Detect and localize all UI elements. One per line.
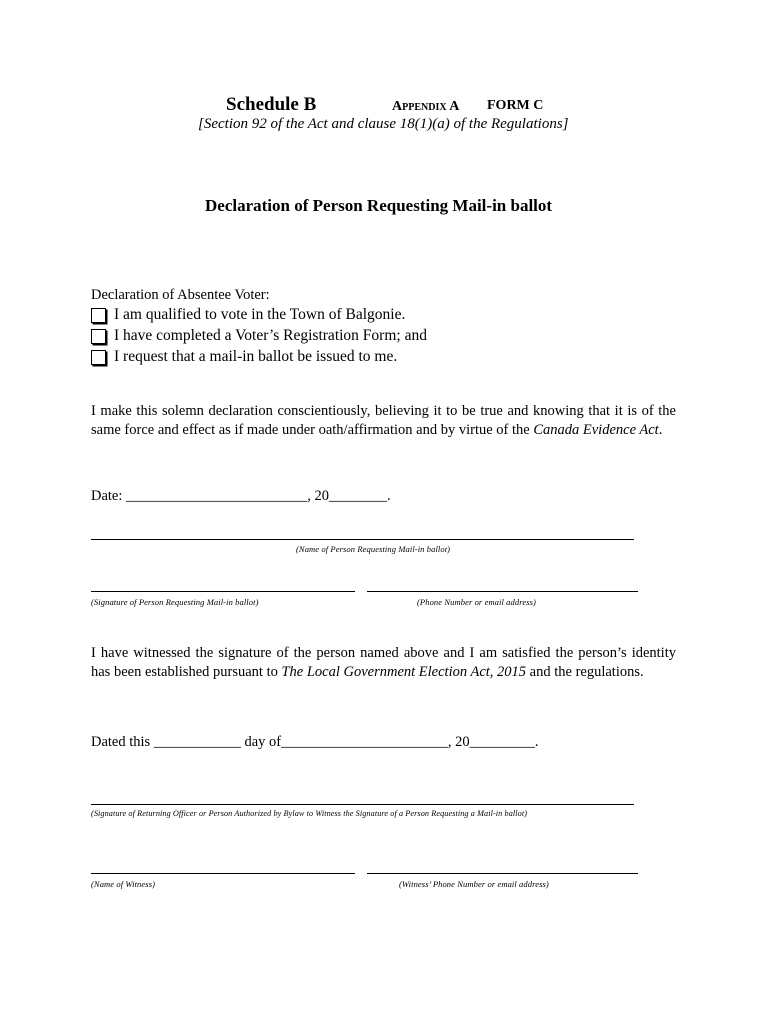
- appendix-label: Appendix A: [392, 99, 460, 114]
- checkbox-qualified[interactable]: [91, 308, 106, 323]
- checkbox-registration[interactable]: [91, 329, 106, 344]
- checkbox-item-qualified[interactable]: [91, 306, 405, 324]
- act-name-local-government: The Local Government Election Act, 2015: [281, 664, 527, 680]
- page-title: Declaration of Person Requesting Mail-in ballot: [205, 196, 553, 215]
- witness-phone-caption: (Witness’ Phone Number or email address): [399, 879, 549, 889]
- checkbox-label-qualified: I am qualified to vote in the Town of Balgonie.: [114, 306, 406, 323]
- act-name-canada-evidence: Canada Evidence Act: [533, 422, 659, 438]
- name-caption: (Name of Person Requesting Mail-in ballot): [296, 544, 451, 554]
- checkbox-label-request: I request that a mail-in ballot be issued to me.: [114, 348, 398, 365]
- witness-paragraph: [91, 644, 676, 682]
- solemn-text-end: .: [658, 422, 663, 438]
- returning-officer-signature-line[interactable]: [91, 804, 634, 805]
- witness-phone-line[interactable]: [367, 873, 638, 874]
- signature-caption: (Signature of Person Requesting Mail-in ballot): [91, 597, 259, 607]
- phone-line[interactable]: [367, 591, 638, 592]
- schedule-heading: Schedule B: [226, 94, 317, 115]
- checkbox-request[interactable]: [91, 350, 106, 365]
- checkbox-item-request[interactable]: [91, 348, 397, 366]
- checkbox-item-registration[interactable]: [91, 327, 427, 345]
- section-reference: [Section 92 of the Act and clause 18(1)(a) of the Regulations]: [198, 116, 569, 132]
- dated-this-field[interactable]: Dated this ____________ day of_______________________, 20_________.: [91, 734, 539, 750]
- witness-name-line[interactable]: [91, 873, 355, 874]
- declaration-intro: Declaration of Absentee Voter:: [91, 287, 270, 303]
- solemn-text: I make this solemn declaration conscientiously, believing it to be true and knowing that it is of the same force and effect as if made under oath/affirmation and by virtue of the: [91, 403, 676, 438]
- checkbox-label-registration: I have completed a Voter’s Registration Form; and: [114, 327, 427, 344]
- witness-text: I have witnessed the signature of the person named above and I am satisfied the person’s identity has been established pursuant to: [91, 645, 676, 680]
- witness-text-end: and the regulations.: [526, 664, 644, 680]
- witness-name-caption: (Name of Witness): [91, 879, 156, 889]
- form-label: FORM C: [487, 98, 544, 113]
- phone-caption: (Phone Number or email address): [417, 597, 536, 607]
- name-signature-line[interactable]: [91, 539, 634, 540]
- date-field[interactable]: Date: _________________________, 20________.: [91, 488, 391, 504]
- solemn-declaration-paragraph: [91, 402, 676, 440]
- signature-line[interactable]: [91, 591, 355, 592]
- returning-officer-caption: (Signature of Returning Officer or Person Authorized by Bylaw to Witness the Signature of a Person Requesting a Mail-in ballot): [91, 809, 528, 818]
